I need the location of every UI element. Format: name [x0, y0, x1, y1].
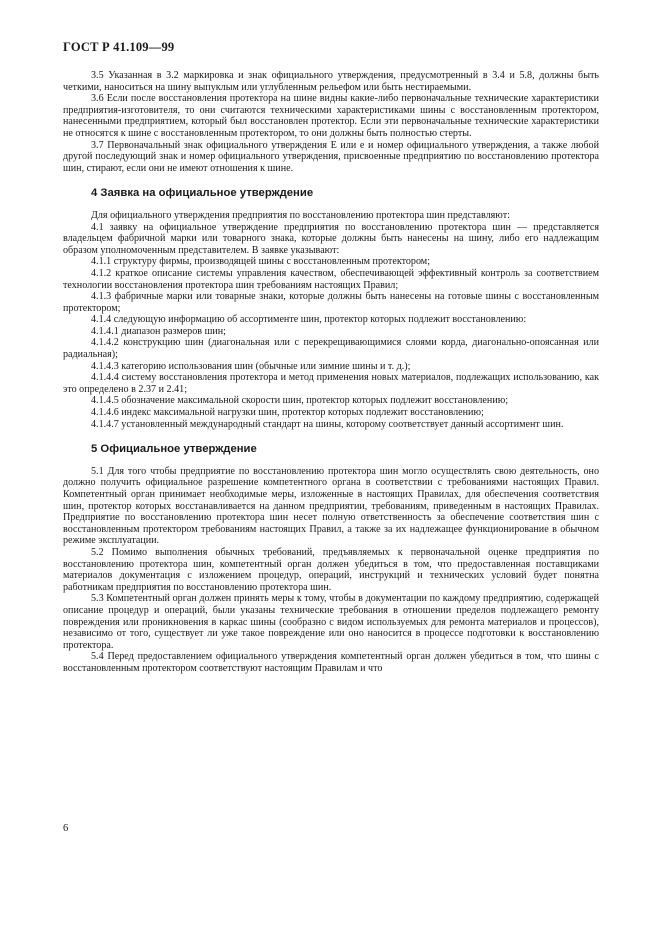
paragraph-4-1-4-5: 4.1.4.5 обозначение максимальной скорости шин, протектор которых подлежит восстановлению;: [91, 395, 509, 407]
standard-header: ГОСТ Р 41.109—99: [63, 40, 175, 54]
section-4-title: 4 Заявка на официальное утверждение: [91, 187, 314, 200]
paragraph-3-7: 3.7 Первоначальный знак официального утверждения E или e и номер официального утверждения, а также любой другой последующий знак и номер официального утверждения, присвоенные предприятию по восстановлению протектора шин, стирают, если они не имеют отношения к шине.: [63, 139, 599, 174]
paragraph-4-1: 4.1 заявку на официальное утверждение предприятия по восстановлению протектора шин — представляется владельцем фабричной марки или товарного знака, которые должны быть нанесены на шину, либо его надлежащим образом уполномоченным представителем. В заявке указывают:: [63, 221, 599, 256]
page-number: 6: [63, 823, 69, 834]
paragraph-5-2: 5.2 Помимо выполнения обычных требований, предъявляемых к первоначальной оценке предприятия по восстановлению протектора шин, компетентный орган должен убедиться в том, что предоставленная поставщиками материалов документация с изложением процедур, операций, инструкций и технических условий будет понятна работникам предприятия по восстановлению протектора шин.: [63, 546, 599, 593]
paragraph-4-1-4-1: 4.1.4.1 диапазон размеров шин;: [91, 325, 226, 337]
paragraph-4-1-4-7: 4.1.4.7 установленный международный стандарт на шины, которому соответствует данный ассортимент шин.: [91, 418, 564, 430]
paragraph-4-1-3: 4.1.3 фабричные марки или товарные знаки, которые должны быть нанесены на готовые шины с восстановленным протектором;: [63, 291, 599, 314]
paragraph-4-1-4-4: 4.1.4.4 систему восстановления протектора и метод применения новых материалов, подлежащих использованию, как это определено в 2.37 и 2.41;: [63, 372, 599, 395]
paragraph-5-3: 5.3 Компетентный орган должен принять меры к тому, чтобы в документации по каждому предприятию, содержащей описание процедур и операций, были указаны технические требования в отношении пределов подлежащего ремонту повреждения или проникновения в каркас шины (сообразно с видом используемых для ремонта материалов и процессов), независимо от того, существует ли уже такое повреждение или оно наносится в процессе подготовки к восстановлению протектора.: [63, 593, 599, 651]
paragraph-3-6: 3.6 Если после восстановления протектора на шине видны какие-либо первоначальные технические характеристики предприятия-изготовителя, то они считаются техническими характеристиками шины с восстановленным протектором, нанесенными предприятием, который был восстановлен протектор. Если эти первоначальные технические характеристики не относятся к шине с восстановленным протектором, то они должны быть полностью стерты.: [63, 93, 599, 139]
paragraph-4-intro: Для официального утверждения предприятия по восстановлению протектора шин представляют:: [91, 209, 510, 221]
document-body: [63, 70, 599, 675]
section-5-title: 5 Официальное утверждение: [91, 443, 257, 456]
paragraph-4-1-4-2: 4.1.4.2 конструкцию шин (диагональная или с перекрещивающимися слоями корда, диагонально-опоясанная или радиальная);: [63, 337, 599, 361]
paragraph-4-1-2: 4.1.2 краткое описание системы управления качеством, обеспечивающей эффективный контроль за соответствием технологии восстановления протектора шин требованиям настоящих Правил;: [63, 267, 599, 291]
paragraph-5-4: 5.4 Перед предоставлением официального утверждения компетентный орган должен убедиться в том, что шины с восстановленным протектором соответствуют настоящим Правилам и что: [63, 651, 599, 674]
paragraph-4-1-1: 4.1.1 структуру фирмы, производящей шины с восстановленным протектором;: [91, 256, 431, 268]
paragraph-4-1-4-6: 4.1.4.6 индекс максимальной нагрузки шин, протектор которых подлежит восстановлению;: [91, 407, 484, 419]
paragraph-3-5: 3.5 Указанная в 3.2 маркировка и знак официального утверждения, предусмотренный в 3.4 и 5.8, должны быть четкими, наноситься на шину выпуклым или углубленным рельефом или быть нестираемыми.: [63, 70, 599, 93]
paragraph-4-1-4-3: 4.1.4.3 категорию использования шин (обычные или зимние шины и т. д.);: [91, 360, 411, 372]
paragraph-5-1: 5.1 Для того чтобы предприятие по восстановлению протектора шин могло осуществлять свою деятельность, оно должно получить официальное разрешение компетентного органа в соответствии с требованиями настоящих Правил. Компетентный орган принимает необходимые меры, изложенные в настоящих Правилах, для обеспечения соответствия шин, протектор которых восстанавливается на данном предприятии, требованиям, приведенным в настоящих Правилах. Предприятие по восстановлению протектора шин несет полную ответственность за обеспечение соответствия шин с восстановленным протектором требованиям настоящих Правил, а также за их надлежащее функционирование в обычном режиме эксплуатации.: [63, 465, 599, 547]
paragraph-4-1-4: 4.1.4 следующую информацию об ассортименте шин, протектор которых подлежит восстановлению:: [91, 314, 527, 326]
